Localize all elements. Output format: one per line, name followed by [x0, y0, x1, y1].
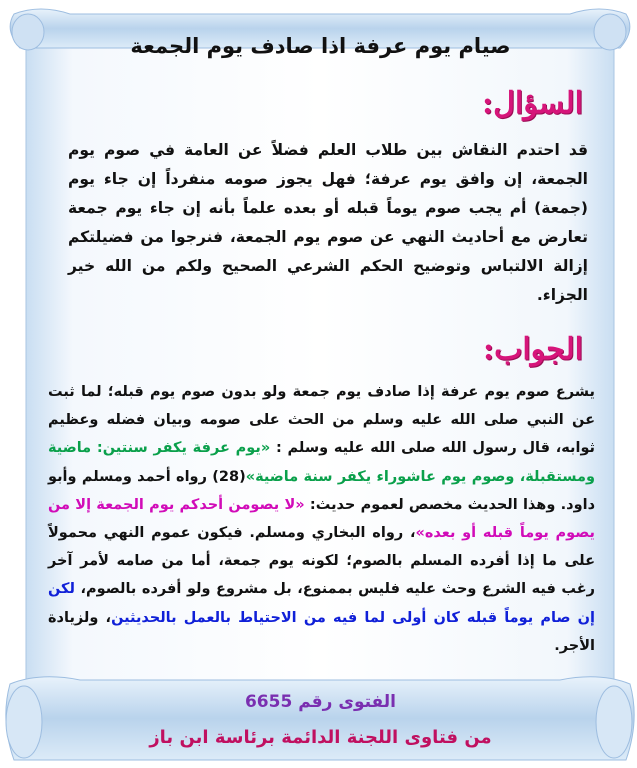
- question-text: قد احتدم النقاش بين طلاب العلم فضلاً عن العامة في صوم يوم الجمعة، إن وافق يوم عرفة؛ فهل يجوز صومه منفرداً إن جاء يوم (جمعة) أم يجب صوم يوماً قبله أو بعده علماً بأنه إن جاء يوم جمعة تعارض مع أحاديث النهي عن صوم يوم الجمعة، فنرجوا من فضيلتكم إزالة الالتباس وتوضيح الحكم الشرعي الصحيح ولكم من الله خير الجزاء.: [68, 141, 588, 304]
- page-title: صيام يوم عرفة اذا صادف يوم الجمعة: [130, 34, 511, 58]
- question-heading-text: السؤال: [493, 86, 583, 121]
- question-heading: السؤال:: [482, 86, 583, 121]
- answer-text: [48, 378, 595, 660]
- fatwa-source: من فتاوى اللجنة الدائمة برئاسة ابن باز: [149, 727, 492, 748]
- fatwa-number: الفتوى رقم 6655: [244, 692, 397, 712]
- answer-part-4: ، ولزيادة الأجر.: [48, 609, 595, 654]
- hadith-arafah: «يوم عرفة يكفر سنتين: ماضية ومستقبلة، وصوم يوم عاشوراء يكفر سنة ماضية»: [48, 440, 595, 485]
- answer-recommendation: لكن إن صام يوماً قبله كان أولى لما فيه من الاحتياط بالعمل بالحديثين: [48, 581, 595, 626]
- fatwa-content: [48, 0, 596, 768]
- answer-heading: الجواب:: [483, 332, 583, 367]
- answer-part-2: رواه أحمد ومسلم وأبو داود. وهذا الحديث مخصص لعموم حديث:: [48, 468, 596, 513]
- answer-part-3: ، رواه البخاري ومسلم. فيكون عموم النهي محمولاً على ما إذا أفرده المسلم بالصوم؛ لكونه يوم جمعة، أما من صامه لأمر آخر رغب فيه الشرع وحث عليه فليس بممنوع، بل مشروع ولو أفرده بالصوم،: [48, 525, 595, 598]
- answer-part-1: يشرع صوم يوم عرفة إذا صادف يوم جمعة ولو بدون صوم يوم قبله؛ لما ثبت عن النبي صلى الله عليه وسلم من الحث على صومه وبيان فضله وعظيم ثوابه، قال رسول الله صلى الله عليه وسلم :: [48, 384, 595, 457]
- answer-heading-text: الجواب: [494, 332, 583, 367]
- hadith-reference: (28): [212, 468, 246, 485]
- hadith-friday: «لا يصومن أحدكم يوم الجمعة إلا من يصوم يوماً قبله أو بعده»: [48, 496, 595, 542]
